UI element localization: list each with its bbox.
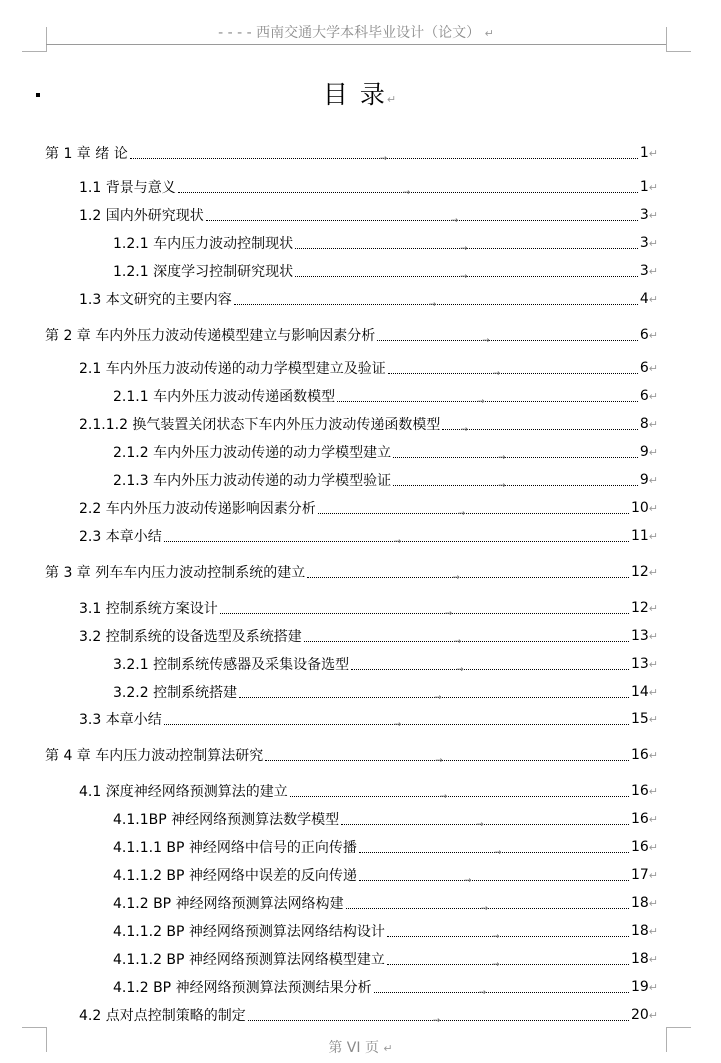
paragraph-mark-icon: ↵ [648, 869, 658, 882]
tab-mark-icon: → [432, 1016, 441, 1026]
toc-dot-leader [318, 509, 629, 519]
toc-entry-title: 第 4 章 车内压力波动控制算法研究 [45, 748, 264, 764]
toc-entry-title: 4.1.2 BP 神经网络预测算法预测结果分析 [113, 980, 372, 996]
toc-entry[interactable] [113, 864, 658, 886]
toc-page-number: 16 [630, 783, 649, 799]
footer-suffix: 页 [364, 1040, 379, 1056]
toc-page-number: 12 [630, 600, 649, 616]
toc-dot-leader [295, 244, 638, 254]
toc-entry-page [640, 261, 658, 282]
toc-page-number: 6 [639, 388, 649, 404]
toc-page-number: 3 [639, 207, 649, 223]
paragraph-mark-icon: ↵ [648, 981, 658, 994]
paragraph-mark-icon: ↵ [648, 265, 658, 278]
toc-entry-page [640, 470, 658, 491]
tab-mark-icon: → [460, 244, 468, 254]
paragraph-mark-icon: ↵ [648, 602, 658, 615]
toc-entry-page [631, 949, 658, 970]
paragraph-mark-icon: ↵ [648, 749, 658, 762]
toc-entry-title: 3.2 控制系统的设备选型及系统搭建 [79, 629, 302, 645]
toc-entry[interactable] [79, 625, 658, 647]
paragraph-mark-icon: ↵ [648, 785, 658, 798]
toc-page-number: 12 [630, 564, 649, 580]
tab-mark-icon: → [498, 481, 506, 491]
toc-entry-title: 2.1 车内外压力波动传递的动力学模型建立及验证 [79, 361, 386, 377]
toc-page-number: 18 [630, 923, 649, 939]
paragraph-mark-icon: ↵ [648, 925, 658, 938]
toc-entry[interactable] [45, 142, 658, 164]
paragraph-mark-icon: ↵ [648, 329, 658, 342]
footer-paragraph-mark: ↵ [383, 1042, 393, 1055]
toc-dot-leader [290, 792, 629, 802]
toc-dot-leader [295, 272, 638, 282]
tab-mark-icon: → [457, 509, 466, 519]
paragraph-mark-icon: ↵ [648, 446, 658, 459]
tab-mark-icon: → [452, 573, 460, 583]
toc-entry-page [640, 143, 658, 164]
paragraph-mark-icon: ↵ [648, 897, 658, 910]
toc-entry-title: 3.2.1 控制系统传感器及采集设备选型 [113, 657, 350, 673]
paragraph-mark-icon: ↵ [648, 474, 658, 487]
toc-dot-leader [337, 397, 638, 407]
toc-dot-leader [164, 720, 629, 730]
paragraph-mark-icon: ↵ [648, 147, 658, 160]
toc-entry[interactable] [79, 1004, 658, 1026]
toc-page-number: 14 [630, 684, 649, 700]
tab-mark-icon: → [460, 272, 468, 282]
toc-page-number: 6 [639, 327, 649, 343]
toc-entry-page [640, 325, 658, 346]
toc-entry-title: 4.1.1BP 神经网络预测算法数学模型 [113, 812, 340, 828]
toc-dot-leader [377, 336, 638, 346]
toc-entry[interactable] [79, 176, 658, 198]
paragraph-mark-icon: ↵ [648, 658, 658, 671]
toc-dot-leader [393, 481, 638, 491]
toc-page-number: 11 [630, 528, 649, 544]
toc-entry-title: 4.1.1.1 BP 神经网络中信号的正向传播 [113, 840, 357, 856]
tab-mark-icon: → [439, 792, 448, 802]
paragraph-mark-icon: ↵ [648, 713, 658, 726]
paragraph-mark-icon: ↵ [648, 841, 658, 854]
toc-entry[interactable] [113, 920, 658, 942]
toc-entry-title: 1.2.1 车内压力波动控制现状 [113, 236, 294, 252]
toc-entry-title: 1.2 国内外研究现状 [79, 208, 204, 224]
toc-entry-page [631, 498, 658, 519]
toc-entry-title: 1.3 本文研究的主要内容 [79, 292, 232, 308]
toc-entry[interactable] [113, 232, 658, 254]
toc-entry[interactable] [113, 681, 658, 703]
toc-page-number: 8 [639, 416, 649, 432]
tab-mark-icon: → [428, 300, 437, 310]
toc-page-number: 1 [639, 145, 649, 161]
toc-entry-page [631, 682, 658, 703]
toc-entry-page [640, 233, 658, 254]
toc-entry[interactable] [113, 836, 658, 858]
toc-entry[interactable] [45, 324, 658, 346]
toc-page-number: 10 [630, 500, 649, 516]
toc-entry-title: 第 2 章 车内外压力波动传递模型建立与影响因素分析 [45, 328, 376, 344]
toc-entry-title: 1.1 背景与意义 [79, 180, 176, 196]
toc-entry[interactable] [113, 808, 658, 830]
toc-entry[interactable] [79, 204, 658, 226]
toc-entry-title: 2.1.1 车内外压力波动传递函数模型 [113, 389, 336, 405]
toc-entry[interactable] [113, 976, 658, 998]
toc-entry-page [631, 745, 658, 766]
margin-corner-top-right [666, 27, 691, 52]
tab-mark-icon: → [393, 720, 402, 730]
toc-dot-leader [341, 820, 629, 830]
tab-mark-icon: → [435, 756, 443, 766]
header-paragraph-mark: ↵ [484, 27, 494, 40]
toc-entry-title: 4.1.1.2 BP 神经网络预测算法网络结构设计 [113, 924, 385, 940]
toc-entry-title: 2.1.3 车内外压力波动传递的动力学模型验证 [113, 473, 392, 489]
toc-entry[interactable] [79, 597, 658, 619]
toc-entry[interactable] [113, 892, 658, 914]
toc-entry[interactable] [79, 708, 658, 730]
toc-page-number: 15 [630, 711, 649, 727]
toc-entry-page [631, 837, 658, 858]
toc-page-number: 19 [630, 979, 649, 995]
toc-entry-page [631, 526, 658, 547]
tab-mark-icon: → [491, 960, 500, 970]
toc-entry-page [640, 358, 658, 379]
tab-mark-icon: → [434, 693, 442, 703]
toc-page-number: 1 [639, 179, 649, 195]
tab-mark-icon: → [498, 453, 506, 463]
paragraph-mark-icon: ↵ [648, 630, 658, 643]
toc-page-number: 4 [639, 291, 649, 307]
toc-entry[interactable] [79, 288, 658, 310]
toc-entry-title: 3.1 控制系统方案设计 [79, 601, 218, 617]
paragraph-mark-icon: ↵ [648, 566, 658, 579]
toc-entry-title: 第 1 章 绪 论 [45, 146, 128, 162]
toc-entry[interactable] [79, 357, 658, 379]
header-text: 西南交通大学本科毕业设计（论文） [256, 25, 481, 41]
tab-mark-icon: → [402, 188, 411, 198]
tab-mark-icon: → [453, 637, 462, 647]
toc-page-number: 13 [630, 628, 649, 644]
toc-dot-leader [359, 876, 629, 886]
toc-entry[interactable] [113, 948, 658, 970]
toc-page-number: 20 [630, 1007, 649, 1023]
toc-entry[interactable] [79, 413, 658, 435]
footer-prefix: 第 [328, 1040, 343, 1056]
toc-entry-page [631, 562, 658, 583]
toc-entry-title: 2.2 车内外压力波动传递影响因素分析 [79, 501, 316, 517]
paragraph-mark-icon: ↵ [648, 502, 658, 515]
paragraph-mark-icon: ↵ [648, 1009, 658, 1022]
paragraph-mark-icon: ↵ [648, 953, 658, 966]
tab-mark-icon: → [492, 369, 501, 379]
toc-entry-title: 2.3 本章小结 [79, 529, 162, 545]
toc-entry-page [640, 386, 658, 407]
toc-entry[interactable] [79, 525, 658, 547]
toc-entry-page [631, 654, 658, 675]
toc-entry-page [631, 709, 658, 730]
tab-mark-icon: → [450, 216, 459, 226]
toc-dot-leader [346, 904, 629, 914]
toc-entry[interactable] [45, 744, 658, 766]
toc-entry[interactable] [79, 497, 658, 519]
toc-page-number: 9 [639, 444, 649, 460]
paragraph-mark-icon: ↵ [648, 686, 658, 699]
toc-page-number: 16 [630, 747, 649, 763]
tab-mark-icon: → [476, 820, 484, 830]
toc-page-number: 16 [630, 839, 649, 855]
toc-entry[interactable] [113, 385, 658, 407]
tab-mark-icon: → [478, 988, 487, 998]
toc-entry-page [631, 781, 658, 802]
toc-page-number: 3 [639, 235, 649, 251]
margin-corner-top-left [22, 27, 47, 52]
toc-page-number: 18 [630, 895, 649, 911]
toc-entry-title: 3.2.2 控制系统搭建 [113, 685, 238, 701]
toc-dot-leader [393, 453, 638, 463]
toc-entry-title: 2.1.2 车内外压力波动传递的动力学模型建立 [113, 445, 392, 461]
toc-entry[interactable] [113, 469, 658, 491]
title-text: 目 录 [322, 80, 387, 109]
toc-dot-leader [220, 609, 629, 619]
toc-entry-page [631, 1005, 658, 1026]
toc-entry-title: 2.1.1.2 换气装置关闭状态下车内外压力波动传递函数模型 [79, 417, 441, 433]
title-paragraph-mark: ↵ [386, 93, 399, 106]
toc-entry-title: 4.1.1.2 BP 神经网络中误差的反向传递 [113, 868, 357, 884]
toc-dot-leader [351, 665, 629, 675]
toc-entry-title: 4.2 点对点控制策略的制定 [79, 1008, 246, 1024]
toc-page-number: 17 [630, 867, 649, 883]
toc-entry-title: 3.3 本章小结 [79, 712, 162, 728]
paragraph-mark-icon: ↵ [648, 181, 658, 194]
paragraph-mark-icon: ↵ [648, 362, 658, 375]
toc-dot-leader [265, 756, 629, 766]
page-footer[interactable] [0, 1037, 721, 1060]
toc-entry-title: 4.1.1.2 BP 神经网络预测算法网络模型建立 [113, 952, 385, 968]
toc-entry-page [640, 205, 658, 226]
tab-mark-icon: → [379, 154, 388, 164]
toc-dot-leader [307, 573, 629, 583]
paragraph-mark-icon: ↵ [648, 293, 658, 306]
paragraph-mark-icon: ↵ [648, 813, 658, 826]
toc-page-number: 18 [630, 951, 649, 967]
toc-dot-leader [164, 537, 629, 547]
toc-page-number: 9 [639, 472, 649, 488]
header-dash: - - - - [218, 25, 252, 41]
toc-entry-page [640, 442, 658, 463]
tab-mark-icon: → [491, 932, 500, 942]
page-header[interactable] [46, 22, 666, 44]
tab-mark-icon: → [480, 904, 489, 914]
toc-entry[interactable] [113, 260, 658, 282]
toc-entry-page [631, 977, 658, 998]
toc-entry-page [631, 893, 658, 914]
toc-entry[interactable] [113, 653, 658, 675]
toc-entry-page [631, 626, 658, 647]
tab-mark-icon: → [393, 537, 402, 547]
header-rule [46, 44, 666, 45]
toc-entry-page [631, 598, 658, 619]
toc-entry-title: 第 3 章 列车车内压力波动控制系统的建立 [45, 565, 306, 581]
tab-mark-icon: → [456, 665, 464, 675]
toc-page-number: 3 [639, 263, 649, 279]
toc-entry-page [640, 414, 658, 435]
toc-dot-leader [359, 848, 629, 858]
tab-mark-icon: → [463, 876, 472, 886]
toc-dot-leader [374, 988, 629, 998]
toc-dot-leader [130, 154, 638, 164]
paragraph-mark-icon: ↵ [648, 237, 658, 250]
footer-page-number: VI [346, 1040, 361, 1056]
paragraph-mark-icon: ↵ [648, 390, 658, 403]
toc-entry[interactable] [45, 561, 658, 583]
tab-mark-icon: → [493, 848, 502, 858]
toc-dot-leader [234, 300, 638, 310]
toc-dot-leader [388, 369, 638, 379]
toc-entry-title: 4.1 深度神经网络预测算法的建立 [79, 784, 288, 800]
toc-dot-leader [239, 693, 629, 703]
toc-page-number: 16 [630, 811, 649, 827]
tab-mark-icon: → [477, 397, 485, 407]
page-title[interactable] [0, 78, 721, 117]
toc-entry-page [631, 921, 658, 942]
paragraph-mark-icon: ↵ [648, 209, 658, 222]
tab-mark-icon: → [460, 425, 468, 435]
paragraph-mark-icon: ↵ [648, 418, 658, 431]
toc-page-number: 13 [630, 656, 649, 672]
toc-entry-page [631, 809, 658, 830]
toc-entry-page [640, 177, 658, 198]
tab-mark-icon: → [444, 609, 453, 619]
toc-entry[interactable] [79, 780, 658, 802]
toc-dot-leader [248, 1016, 629, 1026]
toc-entry-page [640, 289, 658, 310]
toc-dot-leader [387, 960, 629, 970]
paragraph-mark-icon: ↵ [648, 530, 658, 543]
toc-dot-leader [442, 425, 637, 435]
toc-entry[interactable] [113, 441, 658, 463]
toc-dot-leader [178, 188, 638, 198]
toc-dot-leader [304, 637, 629, 647]
toc-entry-page [631, 865, 658, 886]
toc-dot-leader [206, 216, 638, 226]
toc-entry-title: 1.2.1 深度学习控制研究现状 [113, 264, 294, 280]
toc-dot-leader [387, 932, 629, 942]
tab-mark-icon: → [482, 336, 490, 346]
toc-entry-title: 4.1.2 BP 神经网络预测算法网络构建 [113, 896, 344, 912]
toc-page-number: 6 [639, 360, 649, 376]
